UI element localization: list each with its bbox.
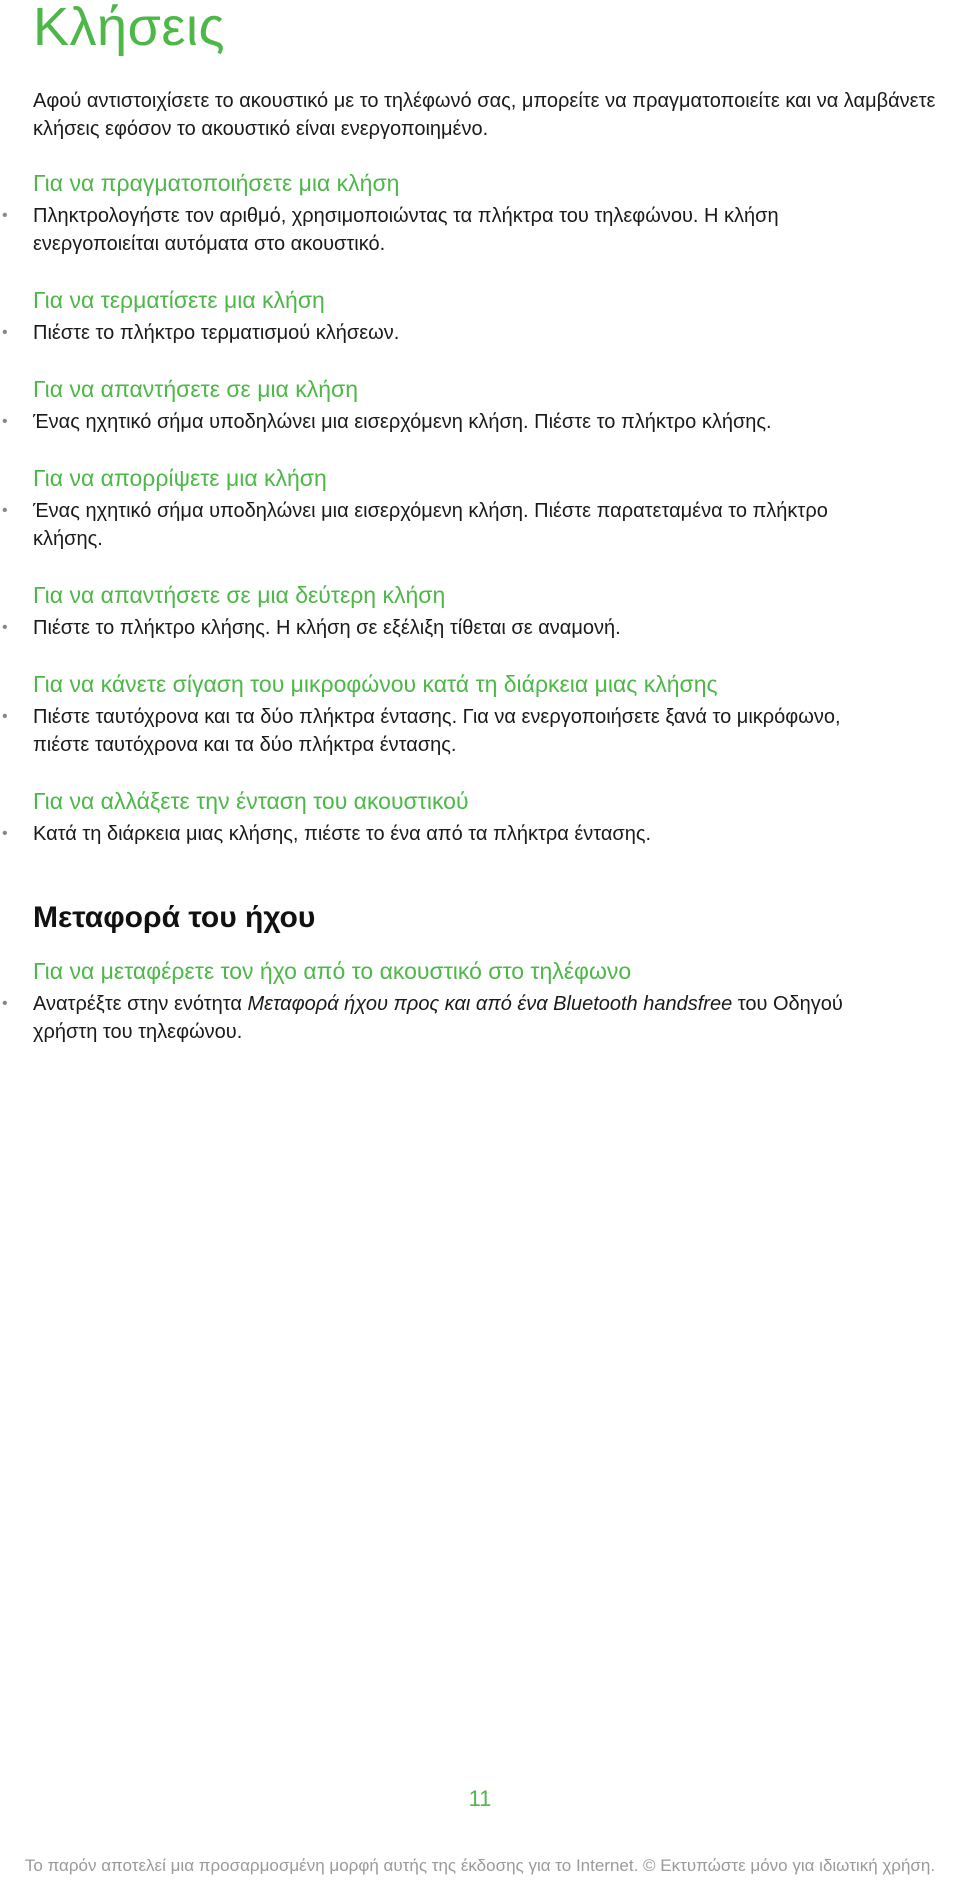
transfer-title: Μεταφορά του ήχου: [33, 901, 316, 934]
section-heading: Για να απορρίψετε μια κλήση: [33, 465, 327, 491]
footer-note: Το παρόν αποτελεί μια προσαρμοσμένη μορφή αυτής της έκδοσης για το Internet. © Εκτυπώστε μόνο για ιδιωτική χρήση.: [24, 1856, 936, 1875]
section-heading: Για να μεταφέρετε τον ήχο από το ακουστικό στο τηλέφωνο: [33, 958, 632, 984]
bullet-text-after: του Οδηγού χρήστη του τηλεφώνου.: [33, 993, 843, 1043]
section-heading: Για να πραγματοποιήσετε μια κλήση: [33, 170, 400, 196]
bullet-text: Πληκτρολογήστε τον αριθμό, χρησιμοποιώντας τα πλήκτρα του τηλεφώνου. Η κλήση ενεργοποιείται αυτόματα στο ακουστικό.: [33, 205, 779, 255]
bullet-icon: •: [2, 995, 8, 1012]
section-answer-call: [0, 374, 960, 436]
section-second-call: [0, 580, 960, 642]
section-reject-call: [0, 463, 960, 553]
bullet-text: Πιέστε το πλήκτρο κλήσης. Η κλήση σε εξέλιξη τίθεται σε αναμονή.: [33, 617, 621, 639]
bullet-icon: •: [2, 324, 8, 341]
bullet-icon: •: [2, 825, 8, 842]
bullet-item: [0, 614, 863, 642]
bullet-text: Ένας ηχητικό σήμα υποδηλώνει μια εισερχόμενη κλήση. Πιέστε παρατεταμένα το πλήκτρο κλήσης.: [33, 500, 828, 550]
section-change-volume: [0, 786, 960, 848]
bullet-icon: •: [2, 413, 8, 430]
section-end-call: [0, 285, 960, 347]
bullet-item: [0, 202, 863, 258]
section-heading: Για να τερματίσετε μια κλήση: [33, 287, 325, 313]
page-title: Κλήσεις: [33, 0, 225, 57]
bullet-item: [0, 319, 863, 347]
bullet-item: [0, 703, 863, 759]
bullet-item: [0, 408, 863, 436]
bullet-text: Κατά τη διάρκεια μιας κλήσης, πιέστε το ένα από τα πλήκτρα έντασης.: [33, 823, 652, 845]
section-mute-microphone: [0, 669, 960, 759]
bullet-item: [0, 990, 863, 1046]
page-number: 11: [468, 1786, 492, 1811]
bullet-icon: •: [2, 207, 8, 224]
bullet-item: [0, 820, 863, 848]
bullet-text: Πιέστε το πλήκτρο τερματισμού κλήσεων.: [33, 322, 400, 344]
content: [0, 168, 960, 1046]
section-heading: Για να αλλάξετε την ένταση του ακουστικού: [33, 788, 469, 814]
section-transfer-audio: [0, 898, 960, 1046]
intro-paragraph: Αφού αντιστοιχίσετε το ακουστικό με το τηλέφωνό σας, μπορείτε να πραγματοποιείτε και να λαμβάνετε κλήσεις εφόσον το ακουστικό είναι ενεργοποιημένο.: [33, 90, 936, 140]
bullet-icon: •: [2, 619, 8, 636]
section-make-call: [0, 168, 960, 258]
manual-section-reference: Μεταφορά ήχου προς και από ένα Bluetooth handsfree: [247, 993, 733, 1015]
bullet-text: Πιέστε ταυτόχρονα και τα δύο πλήκτρα έντασης. Για να ενεργοποιήσετε ξανά το μικρόφωνο, πιέστε ταυτόχρονα και τα δύο πλήκτρα έντασης.: [33, 706, 841, 756]
section-heading: Για να απαντήσετε σε μια κλήση: [33, 376, 359, 402]
bullet-text-before: Ανατρέξτε στην ενότητα: [33, 993, 248, 1015]
bullet-icon: •: [2, 502, 8, 519]
bullet-item: [0, 497, 863, 553]
bullet-icon: •: [2, 708, 8, 725]
section-heading: Για να απαντήσετε σε μια δεύτερη κλήση: [33, 582, 446, 608]
section-heading: Για να κάνετε σίγαση του μικροφώνου κατά τη διάρκεια μιας κλήσης: [33, 671, 718, 697]
bullet-text: Ένας ηχητικό σήμα υποδηλώνει μια εισερχόμενη κλήση. Πιέστε το πλήκτρο κλήσης.: [33, 411, 772, 433]
